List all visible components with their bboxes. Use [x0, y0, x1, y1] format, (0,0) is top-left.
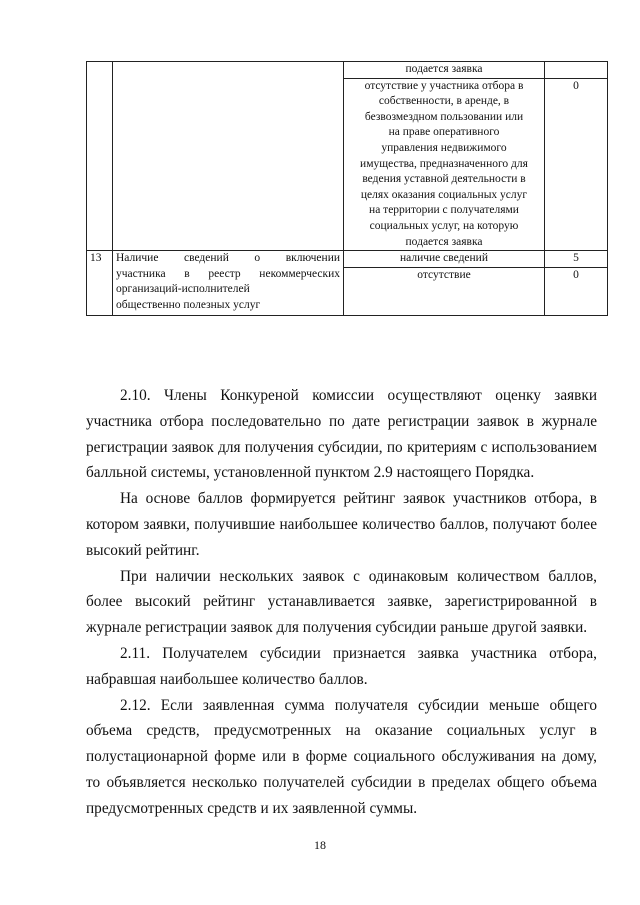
table-cell-num: [87, 62, 113, 251]
table-row: [87, 251, 608, 268]
text-line: предусмотренных средств и их заявленной суммы.: [86, 799, 418, 817]
text-line: 2.12. Если заявленная сумма получателя субсидии меньше общего: [120, 696, 597, 714]
table-cell-name: [113, 251, 344, 316]
text-line: участника отбора последовательно по дате регистрации заявок в журнале: [86, 412, 597, 430]
text-line: отсутствие у участника отбора в: [364, 79, 524, 92]
text-line: ведения уставной деятельности в: [362, 173, 526, 186]
text-line: имущества, предназначенного для: [360, 157, 528, 170]
text-line: социальных услуг, на которую: [369, 219, 519, 232]
table-cell-name: [113, 62, 344, 251]
table-cell-num: 13: [87, 251, 113, 316]
table-cell-score: 0: [545, 267, 608, 315]
text-line: котором заявки, получившие наибольшее количество баллов, получают более: [86, 515, 597, 533]
text-line: то объявляется несколько получателей субсидии в пределах общего объема: [86, 773, 597, 791]
text-line: регистрации заявок для получения субсидии, по критериям с использованием: [86, 438, 597, 456]
text-line: объема средств, предусмотренных на оказание социальных услуг в: [86, 722, 597, 740]
text-line: 2.11. Получателем субсидии признается заявка участника отбора,: [120, 644, 597, 662]
text-line: При наличии нескольких заявок с одинаковым количеством баллов,: [120, 567, 597, 585]
text-line: общественно полезных услуг: [116, 298, 261, 311]
table-row: [87, 62, 608, 79]
body-text: [86, 383, 597, 822]
text-line: 2.10. Члены Конкуреной комиссии осуществляют оценку заявки: [120, 387, 597, 404]
table-cell-score: 0: [545, 78, 608, 251]
table-cell-score: 5: [545, 251, 608, 268]
paragraph: [86, 383, 597, 486]
paragraph: [86, 486, 597, 563]
text-line: организаций-исполнителей: [116, 283, 250, 296]
paragraph: [86, 693, 597, 822]
text-line: на территории с получателями: [369, 204, 519, 217]
table-cell-value: наличие сведений: [344, 251, 545, 268]
page-number: 18: [314, 838, 326, 852]
text-line: управления недвижимого: [381, 141, 507, 154]
text-line: набравшая наибольшее количество баллов.: [86, 670, 368, 688]
text-line: Наличие сведений о включении: [116, 252, 340, 265]
text-line: более высокий рейтинг устанавливается заявке, зарегистрированной в: [86, 593, 597, 611]
text-line: балльной системы, установленной пунктом 2.9 настоящего Порядка.: [86, 464, 535, 482]
criteria-table: [86, 61, 608, 316]
paragraph: [86, 641, 597, 693]
text-line: журнале регистрации заявок для получения субсидии раньше другой заявки.: [86, 619, 588, 637]
text-line: безвозмездном пользовании или: [364, 110, 524, 123]
text-line: высокий рейтинг.: [86, 541, 200, 559]
text-line: целях оказания социальных услуг: [360, 188, 528, 201]
text-line: подается заявка: [405, 235, 483, 248]
table-cell-score: [545, 62, 608, 79]
paragraph: [86, 564, 597, 641]
table-cell-value: [344, 78, 545, 251]
text-line: полустационарной форме или в форме социального обслуживания на дому,: [86, 748, 597, 766]
text-line: участника в реестр некоммерческих: [116, 267, 340, 280]
table-cell-value: отсутствие: [344, 267, 545, 315]
text-line: собственности, в аренде, в: [378, 95, 510, 108]
text-line: На основе баллов формируется рейтинг заявок участников отбора, в: [120, 490, 597, 508]
text-line: на праве оперативного: [388, 126, 500, 139]
table-cell-value: подается заявка: [344, 62, 545, 79]
